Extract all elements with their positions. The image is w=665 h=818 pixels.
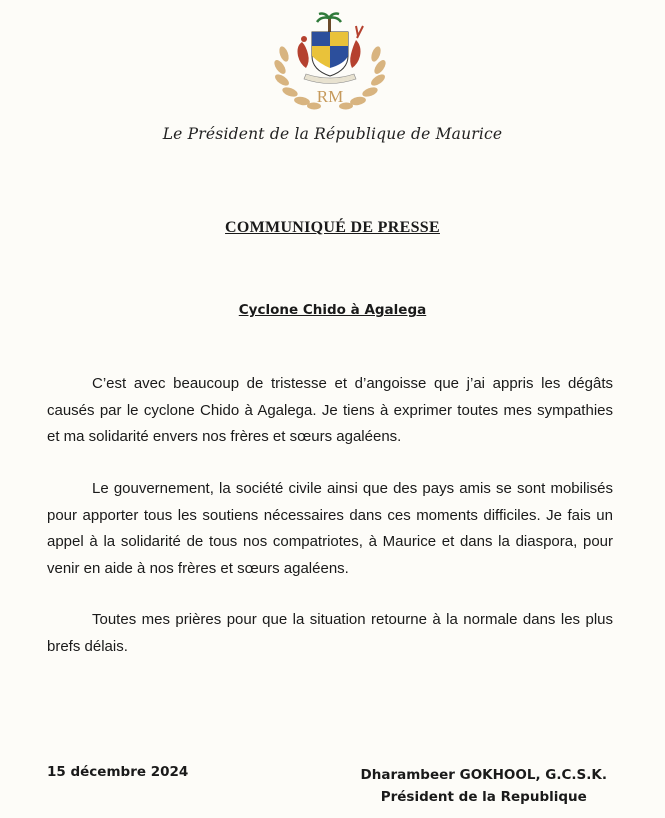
document-date: 15 décembre 2024	[47, 764, 189, 780]
signatory-name: Dharambeer GOKHOOL, G.C.S.K.	[360, 767, 607, 783]
document-title: COMMUNIQUÉ DE PRESSE	[225, 219, 440, 236]
letterhead-subtitle: Le Président de la République de Maurice	[162, 125, 503, 143]
paragraph-1: C’est avec beaucoup de tristesse et d’angoisse que j’ai appris les dégâts causés par le cyclone Chido à Agalega. Je tiens à exprimer toutes mes sympathies et ma solidarité envers nos frères et sœurs agaléens.	[47, 375, 613, 445]
signature-block	[361, 764, 607, 808]
coat-of-arms-icon	[262, 12, 398, 116]
paragraph-3: Toutes mes prières pour que la situation retourne à la normale dans les plus brefs délais.	[47, 611, 613, 655]
emblem-monogram: RM	[316, 87, 344, 106]
document-subject: Cyclone Chido à Agalega	[238, 302, 427, 318]
signatory-title: Président de la Republique	[380, 789, 587, 805]
paragraph-2: Le gouvernement, la société civile ainsi que des pays amis se sont mobilisés pour apporter tous les soutiens nécessaires dans ces moments difficiles. Je fais un appel à la solidarité de tous nos compatriotes, à Maurice et dans la diaspora, pour venir en aide à nos frères et sœurs agaléens.	[47, 480, 613, 577]
